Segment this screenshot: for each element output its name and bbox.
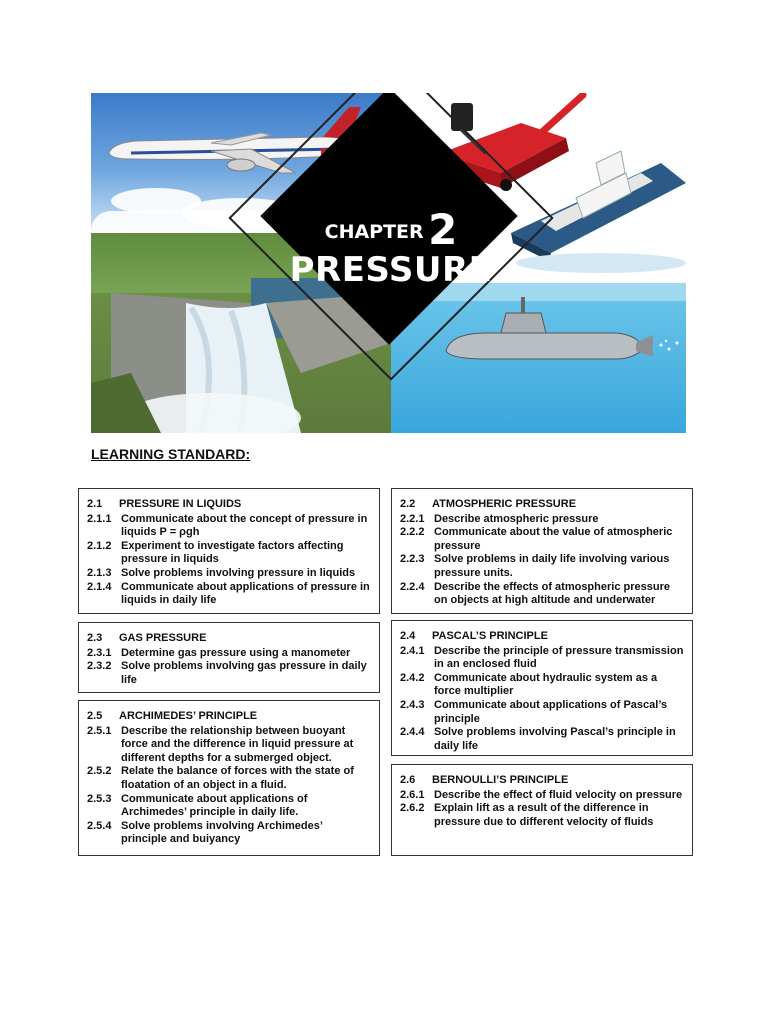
- list-item: 2.5.1 Describe the relationship between buoyant force and the difference in liquid pressure at different depths for a submerged object.: [87, 724, 354, 764]
- chapter-title: PRESSURE: [289, 250, 493, 290]
- list-item: 2.1.3 Solve problems involving pressure in liquids: [87, 566, 356, 579]
- learning-standard-heading: LEARNING STANDARD:: [91, 446, 251, 462]
- list-item: 2.6.1 Describe the effect of fluid velocity on pressure: [400, 788, 683, 801]
- section-title: 2.4 PASCAL’S PRINCIPLE: [400, 630, 548, 642]
- list-item: 2.5.4 Solve problems involving Archimedes’ principle and buiyancy: [87, 819, 323, 846]
- standard-box-2-4: [391, 620, 693, 756]
- list-item: 2.6.2 Explain lift as a result of the difference in pressure due to different velocity of fluids: [400, 802, 654, 828]
- section-title: 2.1 PRESSURE IN LIQUIDS: [87, 498, 242, 510]
- standard-box-2-3: [78, 622, 380, 693]
- list-item: 2.1.4 Communicate about applications of pressure in liquids in daily life: [87, 580, 370, 607]
- standard-box-2-5: [78, 700, 380, 856]
- list-item: 2.2.1 Describe atmospheric pressure: [400, 512, 599, 525]
- section-title: 2.3 GAS PRESSURE: [87, 632, 207, 644]
- section-title: 2.5 ARCHIMEDES’ PRINCIPLE: [87, 710, 258, 722]
- list-item: 2.5.2 Relate the balance of forces with the state of floatation of an object in a fluid.: [87, 765, 354, 791]
- list-item: 2.4.4 Solve problems involving Pascal’s principle in daily life: [400, 726, 676, 752]
- list-item: 2.2.2 Communicate about the value of atmospheric pressure: [400, 526, 673, 552]
- list-item: 2.1.1 Communicate about the concept of pressure in liquids P = ρgh: [87, 512, 368, 539]
- chapter-banner: [91, 93, 686, 433]
- chapter-word: CHAPTER: [324, 221, 424, 243]
- list-item: 2.5.3 Communicate about applications of Archimedes’ principle in daily life.: [87, 792, 308, 819]
- standard-box-2-6: [391, 764, 693, 856]
- standard-box-2-1: [78, 488, 380, 614]
- list-item: 2.3.1 Determine gas pressure using a manometer: [87, 646, 351, 659]
- section-title: 2.2 ATMOSPHERIC PRESSURE: [400, 498, 577, 510]
- list-item: 2.3.2 Solve problems involving gas pressure in daily life: [87, 660, 367, 686]
- list-item: 2.1.2 Experiment to investigate factors affecting pressure in liquids: [87, 539, 344, 566]
- chapter-label: [291, 205, 491, 254]
- list-item: 2.4.1 Describe the principle of pressure transmission in an enclosed fluid: [400, 644, 684, 671]
- list-item: 2.4.2 Communicate about hydraulic system as a force multiplier: [400, 671, 658, 698]
- section-title: 2.6 BERNOULLI’S PRINCIPLE: [400, 774, 569, 786]
- chapter-number: 2: [428, 205, 458, 254]
- list-item: 2.4.3 Communicate about applications of Pascal’s principle: [400, 698, 668, 725]
- list-item: 2.2.4 Describe the effects of atmospheric pressure on objects at high altitude and underwater: [400, 580, 670, 607]
- list-item: 2.2.3 Solve problems in daily life involving various pressure units.: [400, 553, 670, 579]
- standard-box-2-2: [391, 488, 693, 614]
